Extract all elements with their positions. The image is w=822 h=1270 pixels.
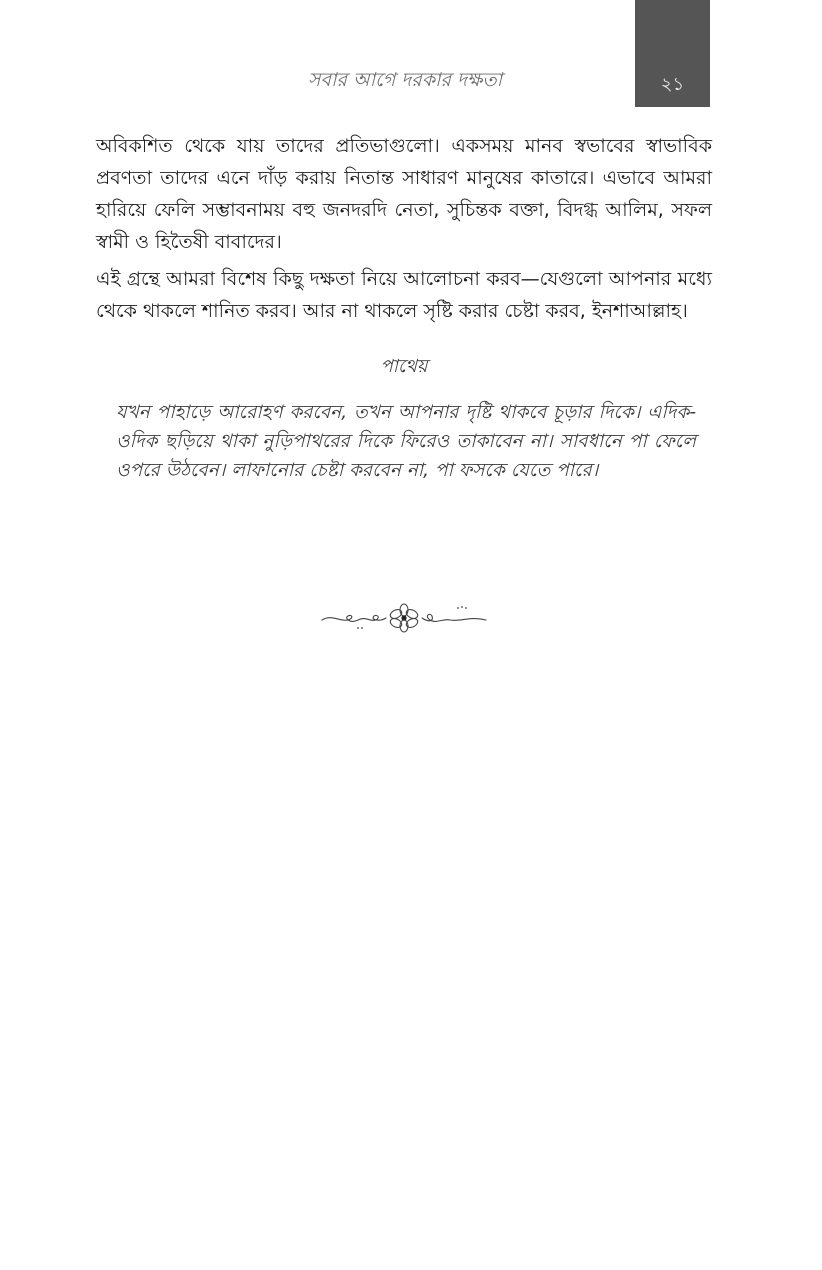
body-paragraph-2: এই গ্রন্থে আমরা বিশেষ কিছু দক্ষতা নিয়ে আলোচনা করব—যেগুলো আপনার মধ্যে থেকে থাকলে শানিত করব। আর না থাকলে সৃষ্টি করার চেষ্টা করব, ইনশাআল্লাহ। <box>96 268 712 322</box>
page-number: ২১ <box>660 74 685 95</box>
body-paragraph-1: অবিকশিত থেকে যায় তাদের প্রতিভাগুলো। একসময় মানব স্বভাবের স্বাভাবিক প্রবণতা তাদের এনে দাঁড় করায় নিতান্ত সাধারণ মানুষের কাতারে। এভাবে আমরা হারিয়ে ফেলি সম্ভাবনাময় বহু জনদরদি নেতা, সুচিন্তক বক্তা, বিদগ্ধ আলিম, সফল স্বামী ও হিতৈষী বাবাদের। <box>96 135 712 253</box>
floral-divider-icon <box>318 600 490 636</box>
section-title: পাথেয় <box>380 356 428 377</box>
section-quote: যখন পাহাড়ে আরোহণ করবেন, তখন আপনার দৃষ্টি থাকবে চূড়ার দিকে। এদিক-ওদিক ছড়িয়ে থাকা নুড়িপাথরের দিকে ফিরেও তাকাবেন না। সাবধানে পা ফেলে ওপরে উঠবেন। লাফানোর চেষ্টা করবেন না, পা ফসকে যেতে পারে। <box>116 402 696 481</box>
page-number-box <box>635 0 710 107</box>
running-title: সবার আগে দরকার দক্ষতা <box>307 69 503 91</box>
